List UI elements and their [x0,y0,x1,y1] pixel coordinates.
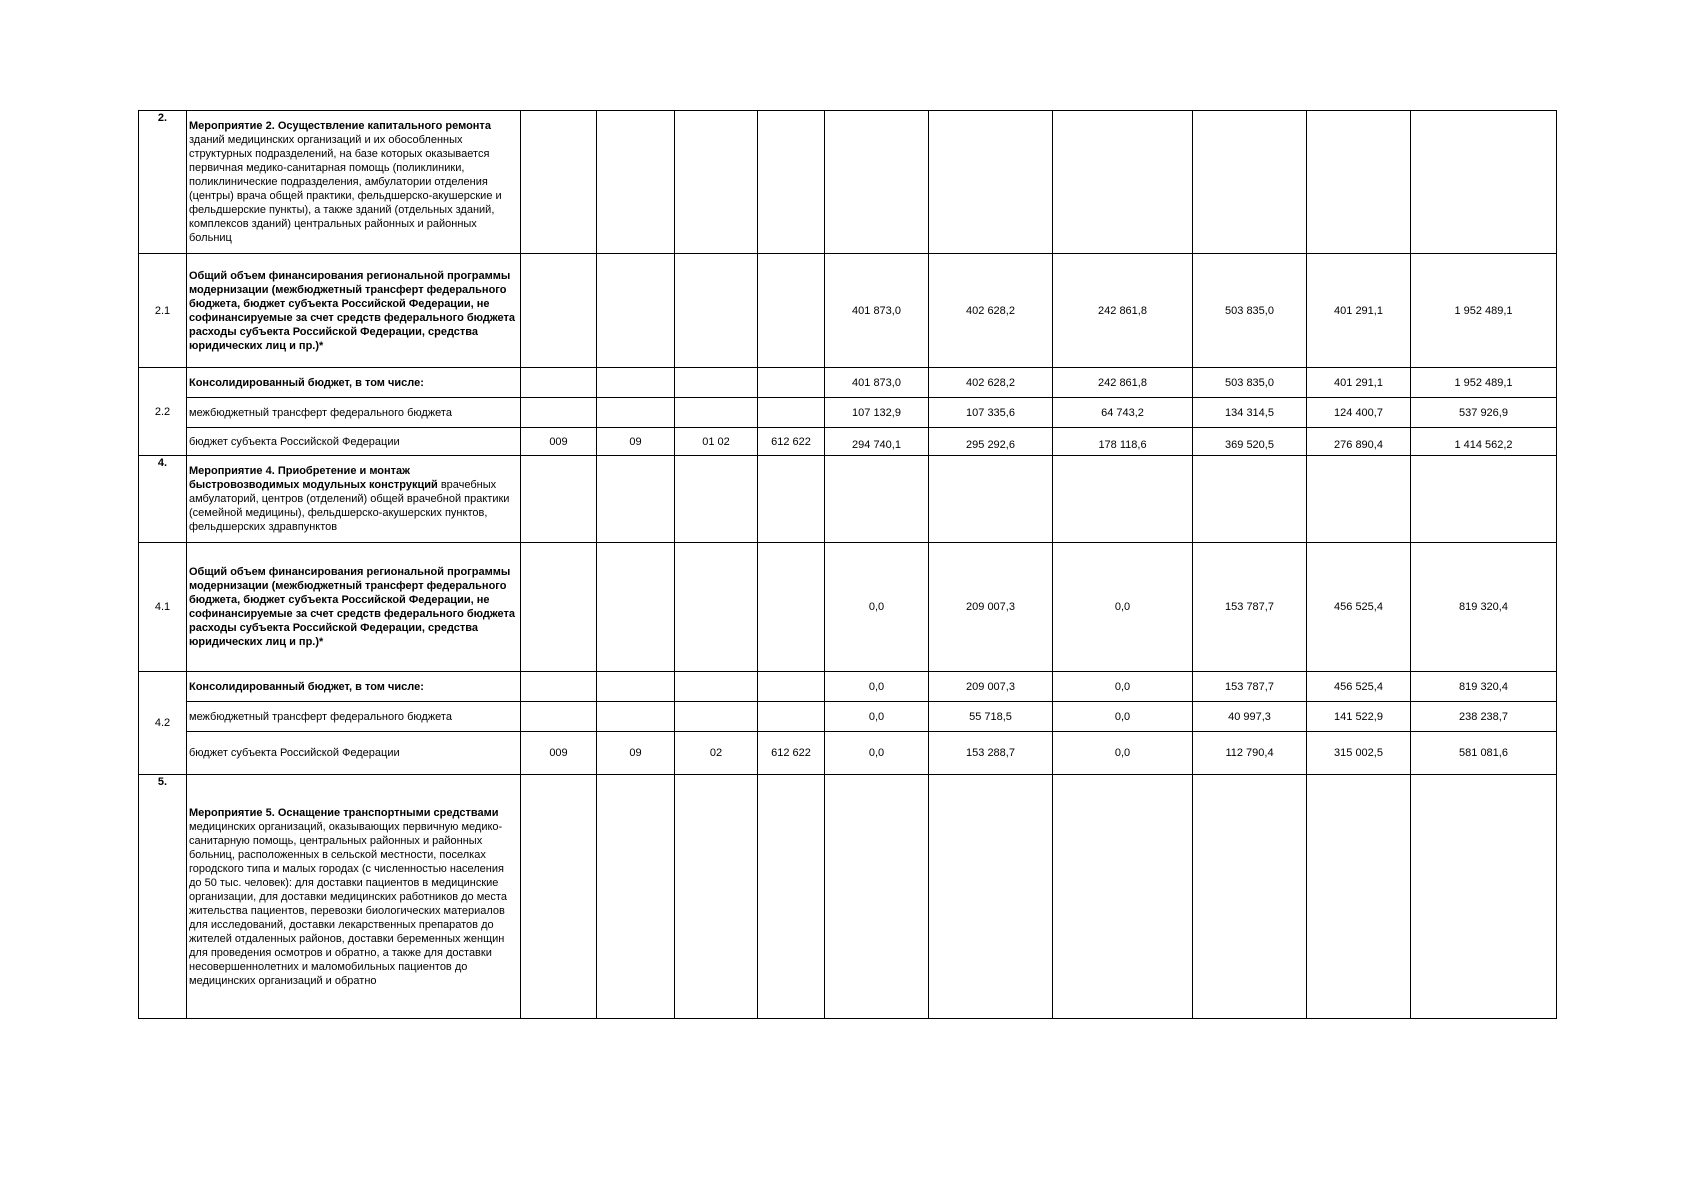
value-cell: 0,0 [1053,732,1193,775]
value-cell: 0,0 [825,672,929,702]
value-cell: 0,0 [1053,672,1193,702]
value-cell: 153 787,7 [1193,672,1307,702]
code-cell: 09 [597,428,675,456]
value-cell: 209 007,3 [929,543,1053,672]
value-cell: 64 743,2 [1053,398,1193,428]
code-cell: 612 622 [758,428,825,456]
row-number: 4. [139,456,187,543]
row-number: 5. [139,775,187,1019]
value-cell: 369 520,5 [1193,428,1307,456]
value-cell: 0,0 [825,732,929,775]
value-cell: 124 400,7 [1307,398,1411,428]
value-cell: 40 997,3 [1193,702,1307,732]
value-cell: 209 007,3 [929,672,1053,702]
value-cell: 402 628,2 [929,368,1053,398]
row-description: бюджет субъекта Российской Федерации [187,428,521,456]
value-cell: 456 525,4 [1307,543,1411,672]
row-description: Консолидированный бюджет, в том числе: [187,368,521,398]
total-cell: 1 414 562,2 [1411,428,1557,456]
value-cell: 242 861,8 [1053,254,1193,368]
value-cell: 141 522,9 [1307,702,1411,732]
value-cell: 153 787,7 [1193,543,1307,672]
table-row [139,775,1557,1019]
total-cell: 238 238,7 [1411,702,1557,732]
total-cell: 819 320,4 [1411,672,1557,702]
row-number: 4.2 [139,672,187,775]
value-cell: 178 118,6 [1053,428,1193,456]
activity-text: медицинских организаций, оказывающих первичную медико-санитарную помощь, центральных районных и районных больниц, расположенных в сельской местности, поселках городского типа и малых городах (с численностью населения до 50 тыс. человек): для доставки пациентов в медицинские организации, для доставки медицинских работников до места жительства пациентов, перевозки биологических материалов для исследований, доставки лекарственных препаратов до жителей отдаленных районов, доставки беременных женщин для проведения осмотров и обратно, а также для доставки несовершеннолетних и маломобильных пациентов до медицинских организаций и обратно [189,820,507,987]
value-cell: 242 861,8 [1053,368,1193,398]
table-row [139,111,1557,254]
table-row [139,456,1557,543]
code-cell: 02 [675,732,758,775]
value-cell: 503 835,0 [1193,368,1307,398]
value-cell: 0,0 [825,702,929,732]
activity-description [187,111,521,254]
code-cell: 01 02 [675,428,758,456]
code-cell: 009 [521,732,597,775]
table-row [139,672,1557,702]
value-cell: 55 718,5 [929,702,1053,732]
total-cell: 581 081,6 [1411,732,1557,775]
row-number: 2. [139,111,187,254]
table-row [139,543,1557,672]
value-cell: 112 790,4 [1193,732,1307,775]
total-cell: 1 952 489,1 [1411,254,1557,368]
table-row [139,254,1557,368]
table-row [139,428,1557,456]
value-cell: 294 740,1 [825,428,929,456]
table-row [139,398,1557,428]
code-cell: 09 [597,732,675,775]
total-cell: 819 320,4 [1411,543,1557,672]
row-description: Общий объем финансирования региональной программы модернизации (межбюджетный трансферт федерального бюджета, бюджет субъекта Российской Федерации, не софинансируемые за счет средств федерального бюджета расходы субъекта Российской Федерации, средства юридических лиц и пр.)* [187,254,521,368]
value-cell: 401 291,1 [1307,254,1411,368]
value-cell: 315 002,5 [1307,732,1411,775]
value-cell: 401 873,0 [825,254,929,368]
activity-text: зданий медицинских организаций и их обособленных структурных подразделений, на базе которых оказывается первичная медико-санитарная помощь (поликлиники, поликлинические подразделения, амбулатории отделения (центры) врача общей практики, фельдшерско-акушерские и фельдшерские пункты), а также зданий (отдельных зданий, комплексов зданий) центральных районных и районных больниц [189,134,502,244]
value-cell: 402 628,2 [929,254,1053,368]
total-cell: 1 952 489,1 [1411,368,1557,398]
row-description: Консолидированный бюджет, в том числе: [187,672,521,702]
value-cell: 0,0 [825,543,929,672]
value-cell: 276 890,4 [1307,428,1411,456]
value-cell: 456 525,4 [1307,672,1411,702]
table-row [139,368,1557,398]
row-description: межбюджетный трансферт федерального бюджета [187,398,521,428]
value-cell: 134 314,5 [1193,398,1307,428]
value-cell: 503 835,0 [1193,254,1307,368]
activity-title: Мероприятие 4. Приобретение и монтаж быстровозводимых модульных конструкций [189,465,438,491]
row-number: 4.1 [139,543,187,672]
value-cell: 107 132,9 [825,398,929,428]
value-cell: 0,0 [1053,702,1193,732]
value-cell: 401 291,1 [1307,368,1411,398]
total-cell: 537 926,9 [1411,398,1557,428]
row-description: бюджет субъекта Российской Федерации [187,732,521,775]
table-row [139,732,1557,775]
table-row [139,702,1557,732]
value-cell: 107 335,6 [929,398,1053,428]
row-description: межбюджетный трансферт федерального бюджета [187,702,521,732]
row-description: Общий объем финансирования региональной программы модернизации (межбюджетный трансферт федерального бюджета, бюджет субъекта Российской Федерации, не софинансируемые за счет средств федерального бюджета расходы субъекта Российской Федерации, средства юридических лиц и пр.)* [187,543,521,672]
financing-table [138,110,1557,1019]
activity-title: Мероприятие 5. Оснащение транспортными средствами [189,806,499,819]
value-cell: 0,0 [1053,543,1193,672]
code-cell: 612 622 [758,732,825,775]
value-cell: 401 873,0 [825,368,929,398]
value-cell: 295 292,6 [929,428,1053,456]
activity-description [187,456,521,543]
row-number: 2.1 [139,254,187,368]
activity-title: Мероприятие 2. Осуществление капитального ремонта [189,120,491,132]
activity-text: врачебных амбулаторий, центров (отделений) общей врачебной практики (семейной медицины), фельдшерско-акушерских пунктов, фельдшерских здравпунктов [189,479,510,533]
activity-description [187,775,521,1019]
code-cell: 009 [521,428,597,456]
row-number: 2.2 [139,368,187,456]
value-cell: 153 288,7 [929,732,1053,775]
